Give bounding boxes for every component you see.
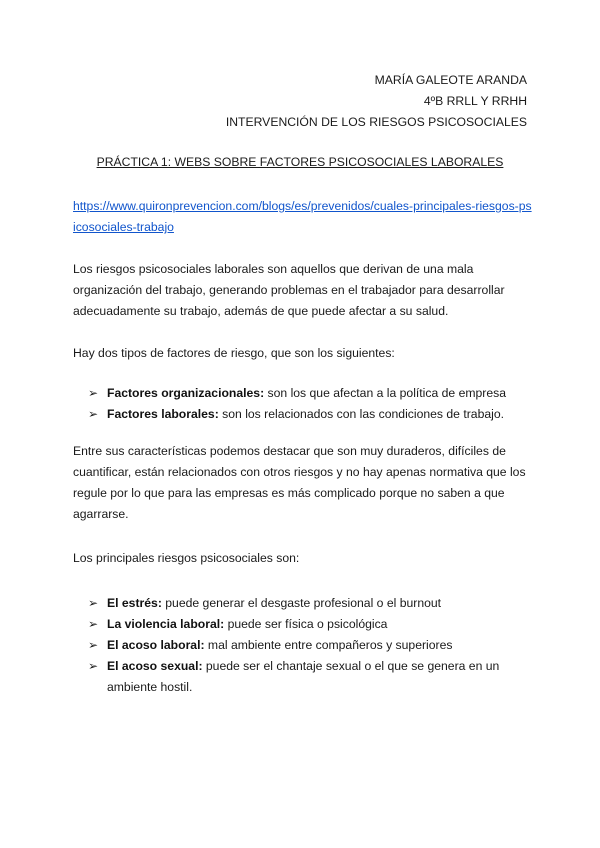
arrow-bullet-icon: ➢ <box>88 596 99 610</box>
risk-term: El estrés: <box>107 596 162 610</box>
list-item <box>73 656 533 698</box>
risk-text: puede generar el desgaste profesional o el burnout <box>161 596 442 610</box>
arrow-bullet-icon: ➢ <box>88 659 99 673</box>
arrow-bullet-icon: ➢ <box>88 638 99 652</box>
arrow-bullet-icon: ➢ <box>88 407 99 421</box>
risk-term: El acoso laboral: <box>107 638 205 652</box>
risks-list <box>73 593 533 698</box>
intro-paragraph: Los riesgos psicosociales laborales son aquellos que derivan de una mala organización del trabajo, generando problemas en el trabajador para desarrollar adecuadamente su trabajo, además de que puede afectar a su salud. <box>73 262 505 318</box>
factors-list <box>73 383 533 425</box>
list-item <box>73 635 533 656</box>
factor-term: Factores laborales: <box>107 407 219 421</box>
arrow-bullet-icon: ➢ <box>88 617 99 631</box>
course-label: 4ºB RRLL Y RRHH <box>423 94 527 108</box>
subject-label: INTERVENCIÓN DE LOS RIESGOS PSICOSOCIALES <box>225 115 527 129</box>
main-risks-intro-paragraph: Los principales riesgos psicosociales son: <box>73 551 300 565</box>
arrow-bullet-icon: ➢ <box>88 386 99 400</box>
types-intro-paragraph: Hay dos tipos de factores de riesgo, que son los siguientes: <box>73 346 395 360</box>
source-link[interactable]: https://www.quironprevencion.com/blogs/es/prevenidos/cuales-principales-riesgos-psicosociales-trabajo <box>73 199 532 234</box>
risk-term: El acoso sexual: <box>107 659 203 673</box>
author-name: MARÍA GALEOTE ARANDA <box>374 73 527 87</box>
characteristics-paragraph: Entre sus características podemos destacar que son muy duraderos, difíciles de cuantificar, están relacionados con otros riesgos y no hay apenas normativa que los regule por lo que para las empresas es más complicado porque no saben a que agarrarse. <box>73 444 526 521</box>
list-item <box>73 383 533 404</box>
list-item <box>73 614 533 635</box>
risk-text: mal ambiente entre compañeros y superiores <box>204 638 453 652</box>
factor-text: son los que afectan a la política de empresa <box>264 386 507 400</box>
factor-text: son los relacionados con las condiciones de trabajo. <box>218 407 504 421</box>
list-item <box>73 593 533 614</box>
list-item <box>73 404 533 425</box>
page-title: PRÁCTICA 1: WEBS SOBRE FACTORES PSICOSOCIALES LABORALES <box>96 155 504 169</box>
risk-term: La violencia laboral: <box>107 617 225 631</box>
risk-text: puede ser física o psicológica <box>224 617 388 631</box>
factor-term: Factores organizacionales: <box>107 386 265 400</box>
risk-text: puede ser el chantaje sexual o el que se genera en un ambiente hostil. <box>107 659 500 694</box>
